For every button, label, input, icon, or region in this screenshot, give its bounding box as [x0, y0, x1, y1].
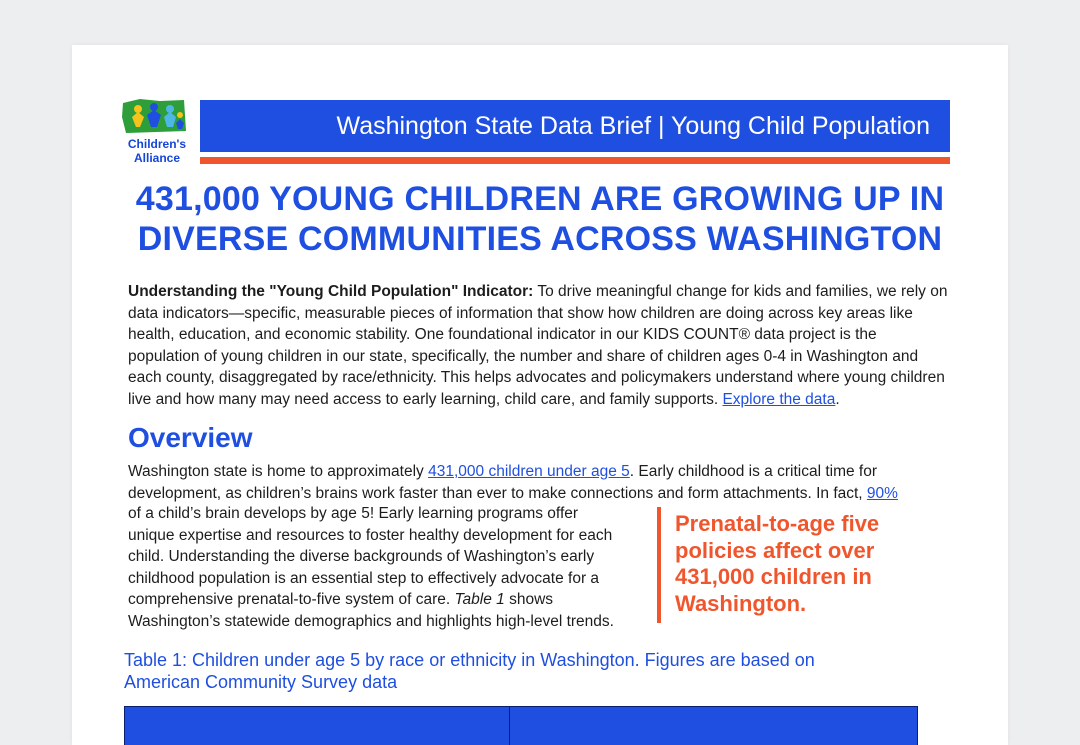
- overview-col-line: of a child’s brain develops by age 5! Early learning programs offer: [128, 505, 579, 522]
- intro-body: To drive meaningful change for kids and families, we rely on data indicators—specific, measurable pieces of information that show how children are doing across key areas like health, education, and economic stability. One foundational indicator in our KIDS COUNT® data project is the population of young children in our state, specifically, the number and share of children ages 0-4 in Washington and each county, disaggregated by race/ethnicity. This helps advocates and policymakers understand where young children live and how many may need access to early learning, child care, and family supports.: [128, 283, 948, 408]
- overview-line-1-pre: Washington state is home to approximately: [128, 463, 429, 480]
- explore-data-link[interactable]: Explore the data: [722, 390, 836, 408]
- callout-line: Prenatal-to-age five: [675, 511, 880, 536]
- ninety-percent-link[interactable]: 90%: [866, 484, 898, 502]
- brief-title: Washington State Data Brief | Young Child Population: [336, 112, 930, 140]
- document-page: [72, 45, 1008, 745]
- callout-line: 431,000 children in: [675, 564, 872, 589]
- childrens-alliance-logo: [120, 95, 190, 165]
- overview-line-2-pre: development, as children’s brains work faster than ever to make connections and form attachments. In fact,: [128, 484, 867, 502]
- intro-lead: Understanding the "Young Child Population" Indicator:: [128, 283, 534, 300]
- logo-line-1: Children's: [127, 137, 187, 151]
- overview-line-1: [128, 461, 958, 483]
- table-caption-line-2: American Community Survey data: [124, 672, 398, 692]
- overview-line-1-post: . Early childhood is a critical time for: [629, 463, 878, 480]
- overview-col-line: child. Understanding the diverse backgrounds of Washington’s early: [128, 548, 595, 565]
- overview-line-2: [128, 483, 958, 505]
- overview-column: [128, 503, 658, 632]
- children-under-5-link[interactable]: 431,000 children under age 5: [428, 463, 630, 480]
- overview-l5-post: shows: [504, 591, 554, 608]
- overview-col-line-5: [128, 589, 658, 611]
- header-band: [200, 100, 950, 152]
- table-caption: [124, 649, 944, 693]
- callout-line: policies affect over: [675, 537, 875, 563]
- washington-map-icon: [120, 95, 190, 140]
- table-1-reference: Table 1: [454, 591, 505, 608]
- table-header-row: [124, 706, 918, 745]
- page-headline: [112, 179, 968, 259]
- callout-line: Washington.: [675, 590, 807, 616]
- callout-accent-bar: [657, 507, 661, 623]
- headline-line-2: DIVERSE COMMUNITIES ACROSS WASHINGTON: [137, 220, 943, 258]
- overview-l5-pre: comprehensive prenatal-to-five system of care.: [128, 591, 455, 608]
- intro-end: .: [835, 390, 840, 408]
- overview-col-line: childhood population is an essential step to effectively advocate for a: [128, 569, 600, 587]
- header-rule: [200, 157, 950, 164]
- headline-line-1: 431,000 YOUNG CHILDREN ARE GROWING UP IN: [135, 180, 945, 218]
- callout-quote: [675, 511, 945, 617]
- logo-line-2: Alliance: [133, 151, 181, 165]
- table-column-divider: [509, 707, 510, 745]
- table-caption-line-1: Table 1: Children under age 5 by race or ethnicity in Washington. Figures are based on: [124, 650, 815, 670]
- overview-col-line: Washington’s statewide demographics and highlights high-level trends.: [128, 612, 614, 630]
- overview-col-line: unique expertise and resources to foster healthy development for each: [128, 526, 613, 544]
- overview-heading: Overview: [128, 422, 253, 453]
- logo-wordmark: [122, 137, 192, 165]
- intro-paragraph: [128, 281, 952, 410]
